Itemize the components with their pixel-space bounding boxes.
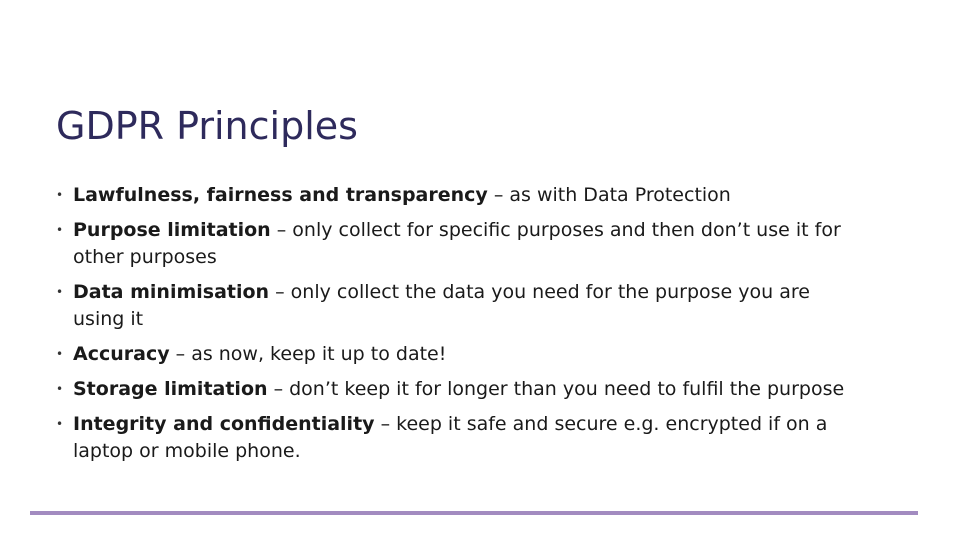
bullet-text: – keep it safe and secure e.g. encrypted if on a laptop or mobile phone.	[73, 413, 828, 462]
bullet-term: Accuracy	[73, 343, 170, 365]
bullet-marker: •	[56, 285, 64, 299]
bullet-text: – don’t keep it for longer than you need to fulfil the purpose	[267, 378, 845, 400]
bullet-item-purpose-limitation	[56, 217, 856, 271]
footer-divider-line	[30, 511, 918, 515]
bullet-term: Purpose limitation	[73, 219, 271, 241]
bullet-term: Storage limitation	[73, 378, 268, 400]
bullet-term: Integrity and confidentiality	[73, 413, 375, 435]
bullet-term: Lawfulness, fairness and transparency	[73, 184, 488, 206]
bullet-text: – as now, keep it up to date!	[169, 343, 447, 365]
bullet-text: – only collect for specific purposes and then don’t use it for other purposes	[73, 219, 841, 268]
bullet-marker: •	[56, 188, 64, 202]
bullet-item-storage-limitation	[56, 376, 856, 403]
bullet-marker: •	[56, 417, 64, 431]
bullet-marker: •	[56, 223, 64, 237]
bullet-item-accuracy	[56, 341, 856, 368]
bullet-list	[56, 182, 856, 473]
bullet-item-integrity-confidentiality	[56, 411, 856, 465]
bullet-text: – as with Data Protection	[487, 184, 731, 206]
bullet-text: – only collect the data you need for the purpose you are using it	[73, 281, 810, 330]
bullet-marker: •	[56, 347, 64, 361]
bullet-item-data-minimisation	[56, 279, 856, 333]
bullet-marker: •	[56, 382, 64, 396]
slide-title: GDPR Principles	[56, 104, 358, 148]
bullet-item-lawfulness	[56, 182, 856, 209]
bullet-term: Data minimisation	[73, 281, 270, 303]
